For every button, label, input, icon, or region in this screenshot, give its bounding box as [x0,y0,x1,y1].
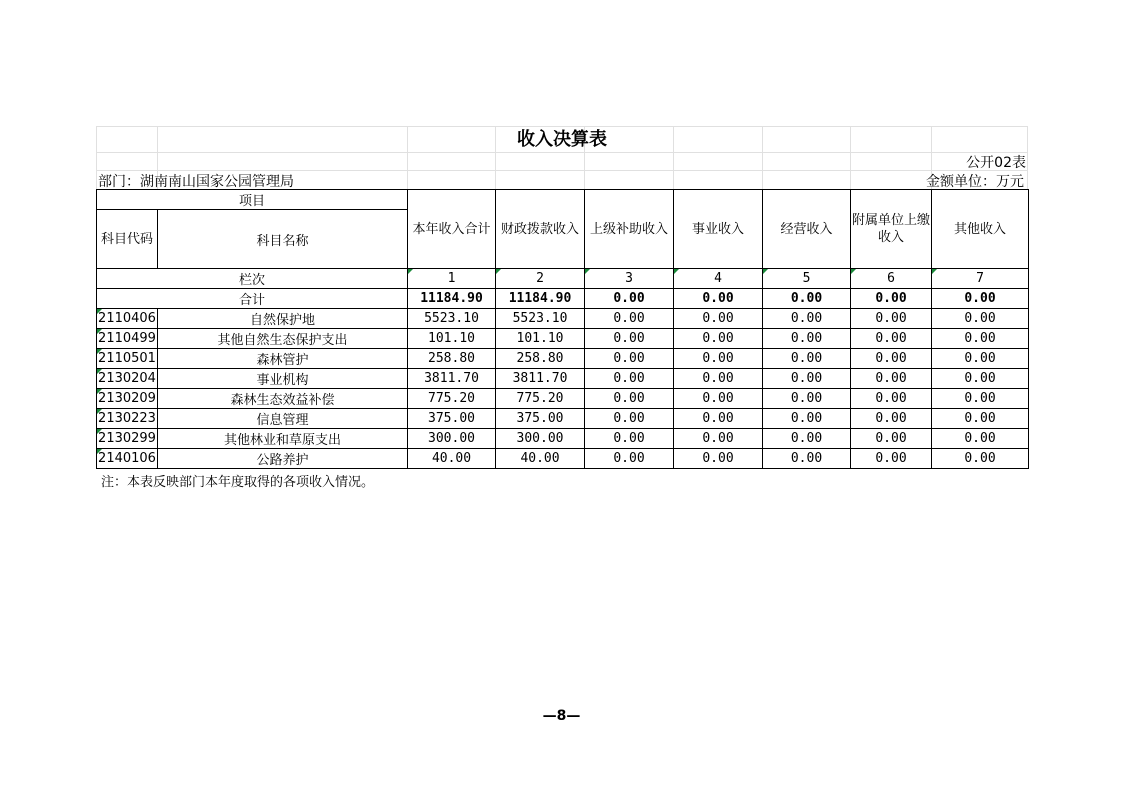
gridline [96,152,1028,153]
header-item: 项目 [97,190,408,210]
subject-name: 自然保护地 [158,309,408,329]
amount-cell: 0.00 [851,369,932,389]
subject-code: 2110406 [97,309,158,329]
amount-cell: 40.00 [408,449,496,469]
total-row [97,289,1029,309]
amount-cell: 5523.10 [496,309,585,329]
amount-cell: 0.00 [851,449,932,469]
amount-cell: 0.00 [763,409,851,429]
subject-code: 2110499 [97,329,158,349]
subject-code: 2140106 [97,449,158,469]
amount-cell: 0.00 [763,369,851,389]
footnote: 注：本表反映部门本年度取得的各项收入情况。 [101,475,375,490]
header-col-7: 其他收入 [932,190,1029,269]
amount-cell: 0.00 [763,429,851,449]
amount-unit-label: 金额单位：万元 [926,174,1024,190]
amount-cell: 0.00 [674,369,763,389]
table-row [97,309,1029,329]
total-value: 11184.90 [408,289,496,309]
amount-cell: 0.00 [851,429,932,449]
total-label: 合计 [97,289,408,309]
column-number: 4 [674,269,763,289]
form-number: 公开02表 [966,155,1026,171]
column-index-row [97,269,1029,289]
amount-cell: 101.10 [408,329,496,349]
amount-cell: 0.00 [932,309,1029,329]
amount-cell: 0.00 [851,409,932,429]
header-col-6: 附属单位上缴收入 [851,190,932,269]
amount-cell: 0.00 [932,369,1029,389]
page-number: —8— [542,708,581,724]
subject-name: 公路养护 [158,449,408,469]
amount-cell: 0.00 [851,349,932,369]
amount-cell: 0.00 [585,429,674,449]
amount-cell: 0.00 [674,349,763,369]
table-title: 收入决算表 [517,129,607,150]
table-row [97,449,1029,469]
amount-cell: 0.00 [674,409,763,429]
amount-cell: 775.20 [496,389,585,409]
department-label: 部门：湖南南山国家公园管理局 [98,174,294,190]
total-value: 0.00 [763,289,851,309]
column-number: 6 [851,269,932,289]
amount-cell: 0.00 [932,329,1029,349]
total-value: 0.00 [932,289,1029,309]
column-index-label: 栏次 [97,269,408,289]
header-col-2: 财政拨款收入 [496,190,585,269]
subject-code: 2130204 [97,369,158,389]
subject-name: 森林生态效益补偿 [158,389,408,409]
amount-cell: 375.00 [408,409,496,429]
amount-cell: 0.00 [585,409,674,429]
column-number: 1 [408,269,496,289]
total-value: 0.00 [851,289,932,309]
table-row [97,429,1029,449]
amount-cell: 0.00 [932,389,1029,409]
table-row [97,369,1029,389]
column-number: 7 [932,269,1029,289]
header-col-4: 事业收入 [674,190,763,269]
amount-cell: 0.00 [585,449,674,469]
amount-cell: 0.00 [763,309,851,329]
subject-code: 2130209 [97,389,158,409]
amount-cell: 5523.10 [408,309,496,329]
total-value: 0.00 [674,289,763,309]
amount-cell: 0.00 [674,449,763,469]
subject-name: 森林管护 [158,349,408,369]
header-col-5: 经营收入 [763,190,851,269]
amount-cell: 3811.70 [408,369,496,389]
amount-cell: 0.00 [674,429,763,449]
amount-cell: 258.80 [496,349,585,369]
amount-cell: 300.00 [496,429,585,449]
data-rows [97,309,1029,469]
amount-cell: 0.00 [763,389,851,409]
income-table [96,189,1029,469]
table-row [97,329,1029,349]
amount-cell: 0.00 [851,309,932,329]
amount-cell: 0.00 [851,389,932,409]
amount-cell: 258.80 [408,349,496,369]
amount-cell: 0.00 [585,389,674,409]
amount-cell: 0.00 [674,389,763,409]
table-row [97,409,1029,429]
header-code: 科目代码 [97,210,158,269]
subject-name: 其他林业和草原支出 [158,429,408,449]
table-row [97,389,1029,409]
total-value: 0.00 [585,289,674,309]
amount-cell: 300.00 [408,429,496,449]
amount-cell: 0.00 [932,349,1029,369]
amount-cell: 3811.70 [496,369,585,389]
amount-cell: 775.20 [408,389,496,409]
header-col-3: 上级补助收入 [585,190,674,269]
amount-cell: 0.00 [932,409,1029,429]
subject-name: 信息管理 [158,409,408,429]
amount-cell: 0.00 [585,309,674,329]
amount-cell: 0.00 [932,449,1029,469]
subject-name: 其他自然生态保护支出 [158,329,408,349]
amount-cell: 375.00 [496,409,585,429]
subject-name: 事业机构 [158,369,408,389]
amount-cell: 0.00 [585,369,674,389]
amount-cell: 0.00 [763,449,851,469]
header-name: 科目名称 [158,210,408,269]
amount-cell: 0.00 [763,329,851,349]
column-number: 5 [763,269,851,289]
amount-cell: 0.00 [674,309,763,329]
header-row-item [97,190,1029,210]
amount-cell: 0.00 [851,329,932,349]
subject-code: 2130223 [97,409,158,429]
header-col-1: 本年收入合计 [408,190,496,269]
amount-cell: 0.00 [585,349,674,369]
column-number: 3 [585,269,674,289]
amount-cell: 40.00 [496,449,585,469]
total-value: 11184.90 [496,289,585,309]
amount-cell: 0.00 [585,329,674,349]
column-number: 2 [496,269,585,289]
amount-cell: 101.10 [496,329,585,349]
amount-cell: 0.00 [932,429,1029,449]
subject-code: 2130299 [97,429,158,449]
subject-code: 2110501 [97,349,158,369]
amount-cell: 0.00 [763,349,851,369]
table-row [97,349,1029,369]
amount-cell: 0.00 [674,329,763,349]
